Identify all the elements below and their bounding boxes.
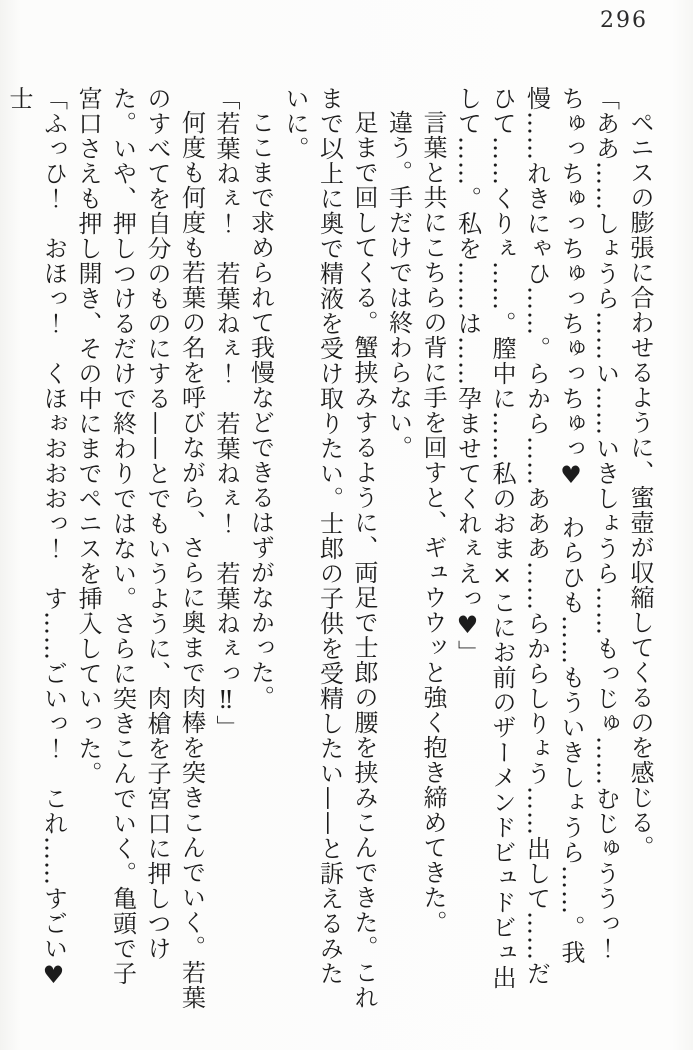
page-number: 296 <box>600 8 648 33</box>
novel-text-block <box>5 86 657 1015</box>
paragraph-dialogue: 「ああ……しょうら……い……いきしょうら……もっじゅ……むじゅううっ！ ちゅっちゅっちゅっちゅっちゅっ♥ わらひも……もういきしょうら……。我慢……れきにゃひ……。らから……あああ……らからしりょう……出して……だひて……くりぇ……。膣中に……私のおま×こにお前のザーメンドビュドビュ出して……。私を……は……孕ませてくれぇえっ♥」 <box>453 86 620 990</box>
paragraph-dialogue: 「若葉ねぇ！ 若葉ねぇ！ 若葉ねぇ！ 若葉ねぇっ‼」 <box>212 86 240 740</box>
paragraph-narration: 言葉と共にこちらの背に手を回すと、ギュウウッと強く抱き締めてきた。 <box>419 110 447 935</box>
paragraph-narration: ここまで求められて我慢などできるはずがなかった。 <box>246 110 275 710</box>
paragraph-dialogue: 「ふっひ！ おほっ！ くほぉおおおっ！ す……ごいっ！ これ……すごい♥ 士 <box>5 86 68 1015</box>
paragraph-narration: 違う。手だけでは終わらない。 <box>384 110 413 460</box>
paragraph-narration: 何度も何度も若葉の名を呼びながら、さらに奥まで肉棒を突きこんでいく。若葉のすべてを自分のものにする——とでもいうように、肉槍を子宮口に押しつけた。いや、押しつけるだけで終わりではない。さらに突きこんでいく。亀頭で子宮口さえも押し開き、その中にまでペニスを挿入していった。 <box>74 86 206 1010</box>
paragraph-narration: ペニスの膨張に合わせるように、蜜壺が収縮してくるのを感じる。 <box>626 110 654 860</box>
paragraph-narration: 足まで回してくる。蟹挟みするように、両足で士郎の腰を挟みこんできた。これまで以上に奥で精液を受け取りたい。士郎の子供を受精したい——と訴えるみたいに。 <box>281 86 378 1010</box>
